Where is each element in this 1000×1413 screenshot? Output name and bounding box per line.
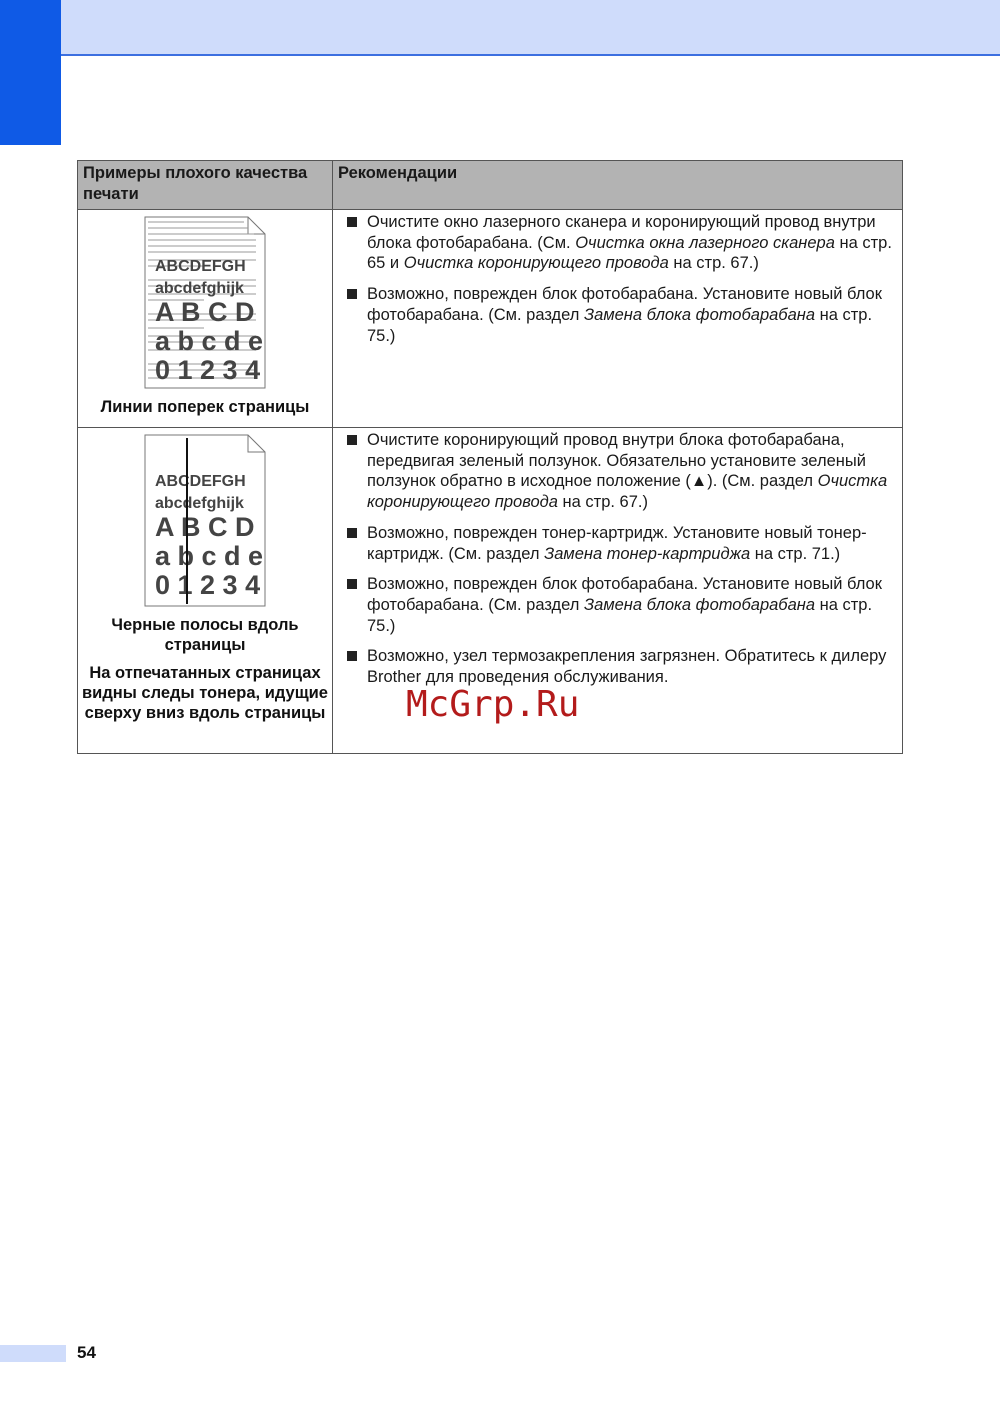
square-bullet-icon (347, 217, 357, 227)
sample-line-5: 0 1 2 3 4 (155, 570, 261, 600)
reference-link: Замена блока фотобарабана (584, 595, 816, 614)
reference-link: Очистка коронирующего провода (403, 254, 669, 273)
reference-link: Очистка коронирующего провода (367, 472, 888, 512)
table-header-row (78, 161, 903, 210)
table-row (78, 210, 903, 428)
sample-page-horizontal-lines (144, 216, 266, 389)
sample-line-4: a b c d e (155, 326, 264, 356)
sample-line-4: a b c d e (155, 541, 264, 571)
reference-link: Замена блока фотобарабана (584, 305, 816, 324)
reference-link: Замена тонер-картриджа (544, 544, 751, 563)
square-bullet-icon (347, 528, 357, 538)
reference-link: Очистка окна лазерного сканера (575, 233, 835, 252)
list-item: Возможно, поврежден блок фотобарабана. Установите новый блок фотобарабана. (См. раздел Замена блока фотобарабана на стр. 75.) (345, 284, 896, 346)
page-number: 54 (77, 1343, 96, 1362)
square-bullet-icon (347, 435, 357, 445)
sample-line-5: 0 1 2 3 4 (155, 355, 261, 385)
example-cell-vertical-streaks (78, 428, 333, 754)
example-caption: Черные полосы вдоль страницы (111, 616, 299, 654)
header-examples: Примеры плохого качества печати (78, 161, 333, 210)
list-item: Очистите коронирующий провод внутри блока фотобарабана, передвигая зеленый ползунок. Обязательно установите зеленый ползунок обратно в исходное положение (▲). (См. раздел Очистка коронирующего провода на стр. 67.) (345, 430, 896, 513)
top-header-band (0, 0, 1000, 56)
recommendation-list (345, 430, 896, 688)
sample-line-3: A B C D (155, 512, 255, 542)
sample-line-2: abcdefghijk (155, 495, 244, 512)
chapter-tab (0, 0, 61, 145)
print-quality-table (77, 160, 903, 754)
sample-line-1: ABCDEFGH (155, 473, 246, 490)
square-bullet-icon (347, 651, 357, 661)
square-bullet-icon (347, 289, 357, 299)
sample-line-3: A B C D (155, 297, 255, 327)
sample-page-vertical-streaks (144, 434, 266, 607)
example-caption: Линии поперек страницы (100, 398, 310, 416)
recommendations-cell (333, 210, 903, 428)
header-recommendations: Рекомендации (333, 161, 903, 210)
list-item: Возможно, поврежден тонер-картридж. Установите новый тонер-картридж. (См. раздел Замена тонер-картриджа на стр. 71.) (345, 523, 896, 564)
list-item: Возможно, узел термозакрепления загрязнен. Обратитесь к дилеру Brother для проведения обслуживания. (345, 646, 896, 687)
recommendation-list (345, 212, 896, 346)
example-caption-detail: На отпечатанных страницах видны следы тонера, идущие сверху вниз вдоль страницы (82, 664, 328, 722)
sample-line-1: ABCDEFGH (155, 258, 246, 275)
square-bullet-icon (347, 579, 357, 589)
sample-line-2: abcdefghijk (155, 280, 244, 297)
watermark: McGrp.Ru (406, 684, 580, 725)
example-cell-horizontal-lines (78, 210, 333, 428)
list-item: Очистите окно лазерного сканера и коронирующий провод внутри блока фотобарабана. (См. Очистка окна лазерного сканера на стр. 65 и Очистка коронирующего провода на стр. 67.) (345, 212, 896, 274)
footer-band (0, 1345, 66, 1362)
list-item: Возможно, поврежден блок фотобарабана. Установите новый блок фотобарабана. (См. раздел Замена блока фотобарабана на стр. 75.) (345, 574, 896, 636)
